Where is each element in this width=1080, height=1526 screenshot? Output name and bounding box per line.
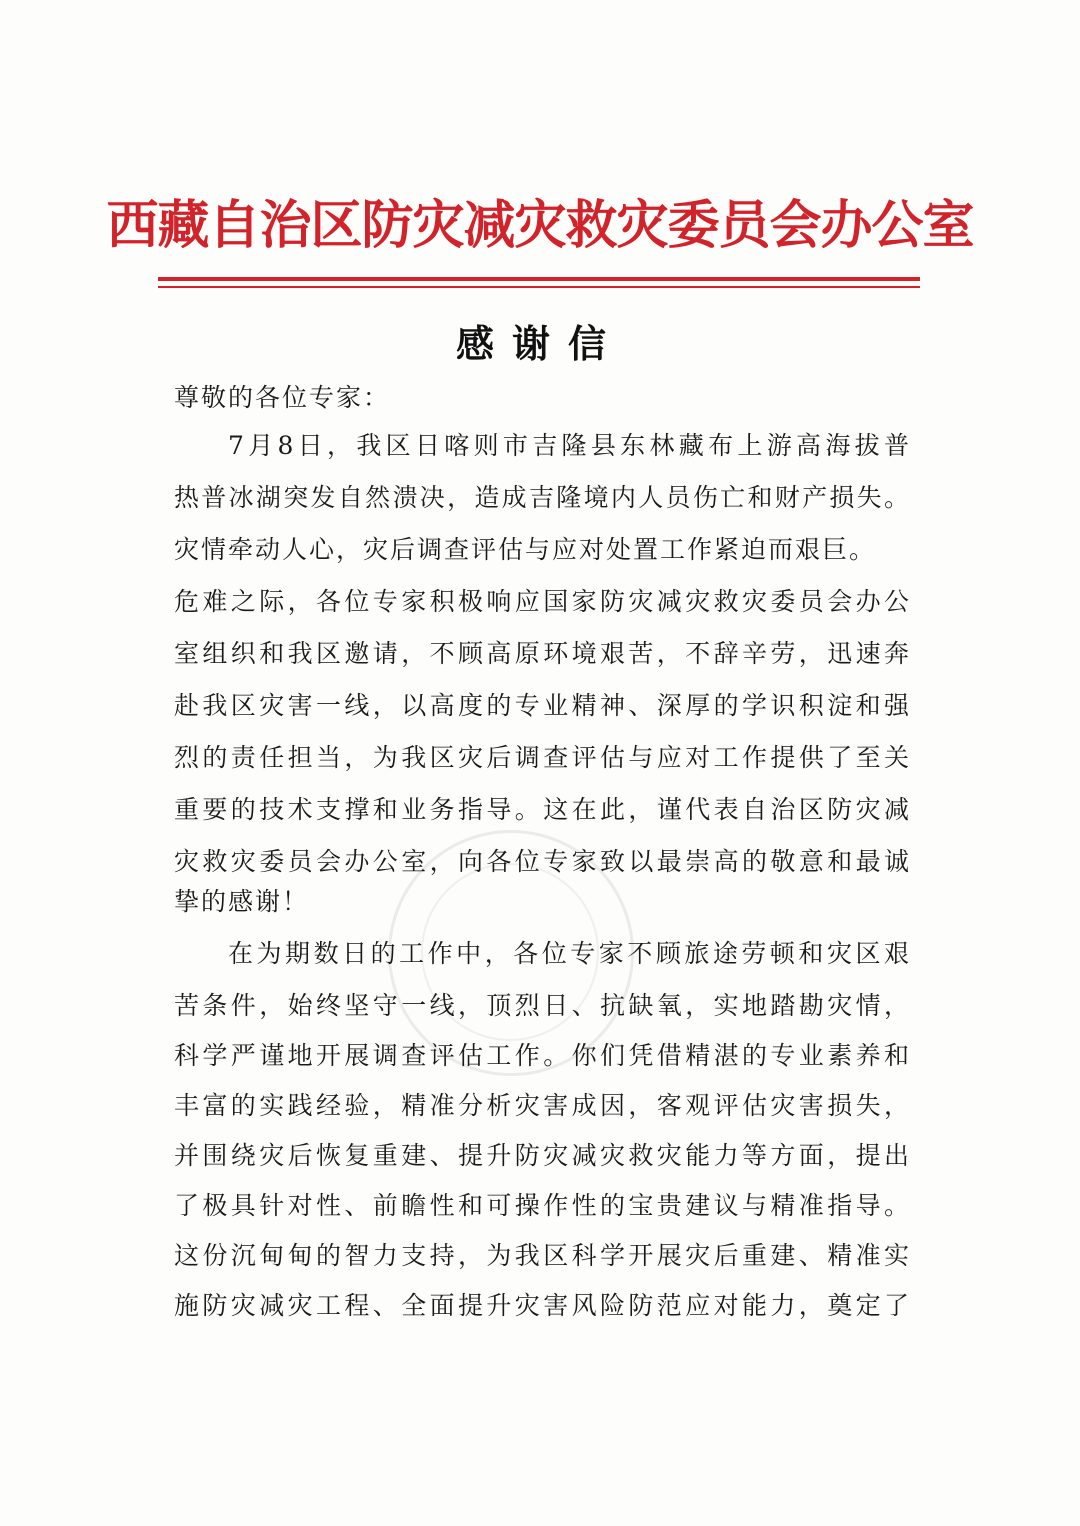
body-line: 丰富的实践经验，精准分析灾害成因，客观评估灾害损失， xyxy=(174,1091,909,1120)
body-line: 并围绕灾后恢复重建、提升防灾减灾救灾能力等方面，提出 xyxy=(174,1141,909,1170)
salutation: 尊敬的各位专家： xyxy=(174,383,391,412)
body-line: 危难之际，各位专家积极响应国家防灾减灾救灾委员会办公 xyxy=(174,587,909,616)
body-line: 灾救灾委员会办公室，向各位专家致以最崇高的敬意和最诚 xyxy=(174,847,909,876)
body-line: 了极具针对性、前瞻性和可操作性的宝贵建议与精准指导。 xyxy=(174,1191,909,1220)
body-line: 施防灾减灾工程、全面提升灾害风险防范应对能力，奠定了 xyxy=(174,1291,909,1320)
body-line: 在为期数日的工作中，各位专家不顾旅途劳顿和灾区艰 xyxy=(228,939,909,968)
body-line: 挚的感谢！ xyxy=(174,887,310,916)
body-line: 赴我区灾害一线，以高度的专业精神、深厚的学识积淀和强 xyxy=(174,691,909,720)
body-line: 热普冰湖突发自然溃决，造成吉隆境内人员伤亡和财产损失。 xyxy=(174,483,909,512)
letterhead-rule-thin xyxy=(158,286,920,288)
body-line: 重要的技术支撑和业务指导。这在此，谨代表自治区防灾减 xyxy=(174,795,909,824)
body-line: 科学严谨地开展调查评估工作。你们凭借精湛的专业素养和 xyxy=(174,1041,909,1070)
body-line: 灾情牵动人心，灾后调查评估与应对处置工作紧迫而艰巨。 xyxy=(174,535,877,564)
body-line: 7月8日，我区日喀则市吉隆县东林藏布上游高海拔普 xyxy=(228,431,909,460)
body-line: 室组织和我区邀请，不顾高原环境艰苦，不辞辛劳，迅速奔 xyxy=(174,639,909,668)
letterhead-org-name: 西藏自治区防灾减灾救灾委员会办公室 xyxy=(106,195,974,256)
letterhead-rule-thick xyxy=(158,277,920,281)
body-line: 烈的责任担当，为我区灾后调查评估与应对工作提供了至关 xyxy=(174,743,909,772)
body-line: 这份沉甸甸的智力支持，为我区科学开展灾后重建、精准实 xyxy=(174,1241,909,1270)
document-title: 感谢信 xyxy=(455,321,624,366)
body-line: 苦条件，始终坚守一线，顶烈日、抗缺氧，实地踏勘灾情， xyxy=(174,991,909,1020)
